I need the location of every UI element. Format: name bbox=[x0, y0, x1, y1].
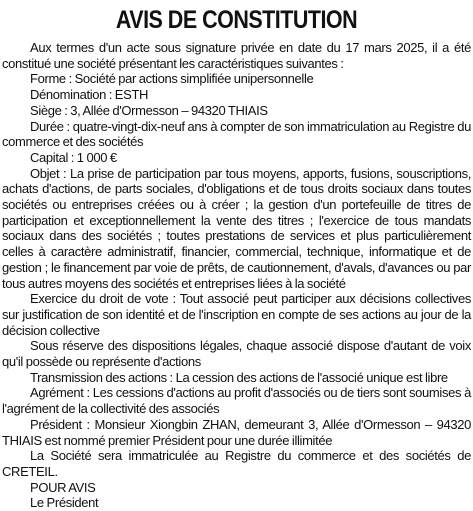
pour-avis-line: POUR AVIS bbox=[30, 479, 96, 495]
president-paragraph: Président : Monsieur Xiongbin ZHAN, demeurant 3, Allée d'Ormesson – 94320 THIAIS est nommé premier Président pour une durée illimitée bbox=[2, 416, 471, 448]
signatory-line: Le Président bbox=[30, 495, 99, 511]
votes-paragraph: Sous réserve des dispositions légales, chaque associé dispose d'autant de voix qu'il possède ou représente d'actions bbox=[2, 338, 471, 370]
intro-paragraph: Aux termes d'un acte sous signature privée en date du 17 mars 2025, il a été constitué une société présentant les caractéristiques suivantes : bbox=[2, 40, 471, 71]
capital-line: Capital : 1 000 € bbox=[30, 149, 117, 165]
duration-paragraph: Durée : quatre-vingt-dix-neuf ans à compter de son immatriculation au Registre du commerce et des sociétés bbox=[2, 118, 471, 150]
approval-paragraph: Agrément : Les cessions d'actions au profit d'associés ou de tiers sont soumises à l'agrément de la collectivité des associés bbox=[2, 385, 471, 417]
notice-title: AVIS DE CONSTITUTION bbox=[115, 6, 358, 34]
registration-line: La Société sera immatriculée au Registre du commerce et des sociétés de CRETEIL. bbox=[2, 448, 471, 479]
voting-rights-paragraph: Exercice du droit de vote : Tout associé peut participer aux décisions collectives sur justification de son identité et de l'inscription en compte de ses actions au jour de la décision collective bbox=[2, 291, 471, 338]
form-line: Forme : Société par actions simplifiée unipersonnelle bbox=[30, 71, 314, 87]
share-transfer-line: Transmission des actions : La cession des actions de l'associé unique est libre bbox=[30, 369, 448, 385]
name-line: Dénomination : ESTH bbox=[30, 87, 149, 103]
purpose-paragraph: Objet : La prise de participation par tous moyens, apports, fusions, souscriptions, achats d'actions, de parts sociales, d'obligations et de tous droits sociaux dans toutes sociétés ou entreprises créées ou à créer ; la gestion d'un portefeuille de titres de participation et exceptionnellement la vente des titres ; l'exercice de tous mandats sociaux dans des sociétés ; toutes prestations de services et plus particulièrement celles à caractère administratif, financier, commercial, technique, informatique et de gestion ; le financement par voie de prêts, de cautionnement, d'avals, d'avances ou par tous autres moyens des sociétés et entreprises liées à la société bbox=[2, 165, 471, 291]
notice-body bbox=[2, 40, 471, 511]
legal-notice bbox=[2, 0, 471, 511]
registered-office-line: Siège : 3, Allée d'Ormesson – 94320 THIAIS bbox=[30, 102, 268, 118]
